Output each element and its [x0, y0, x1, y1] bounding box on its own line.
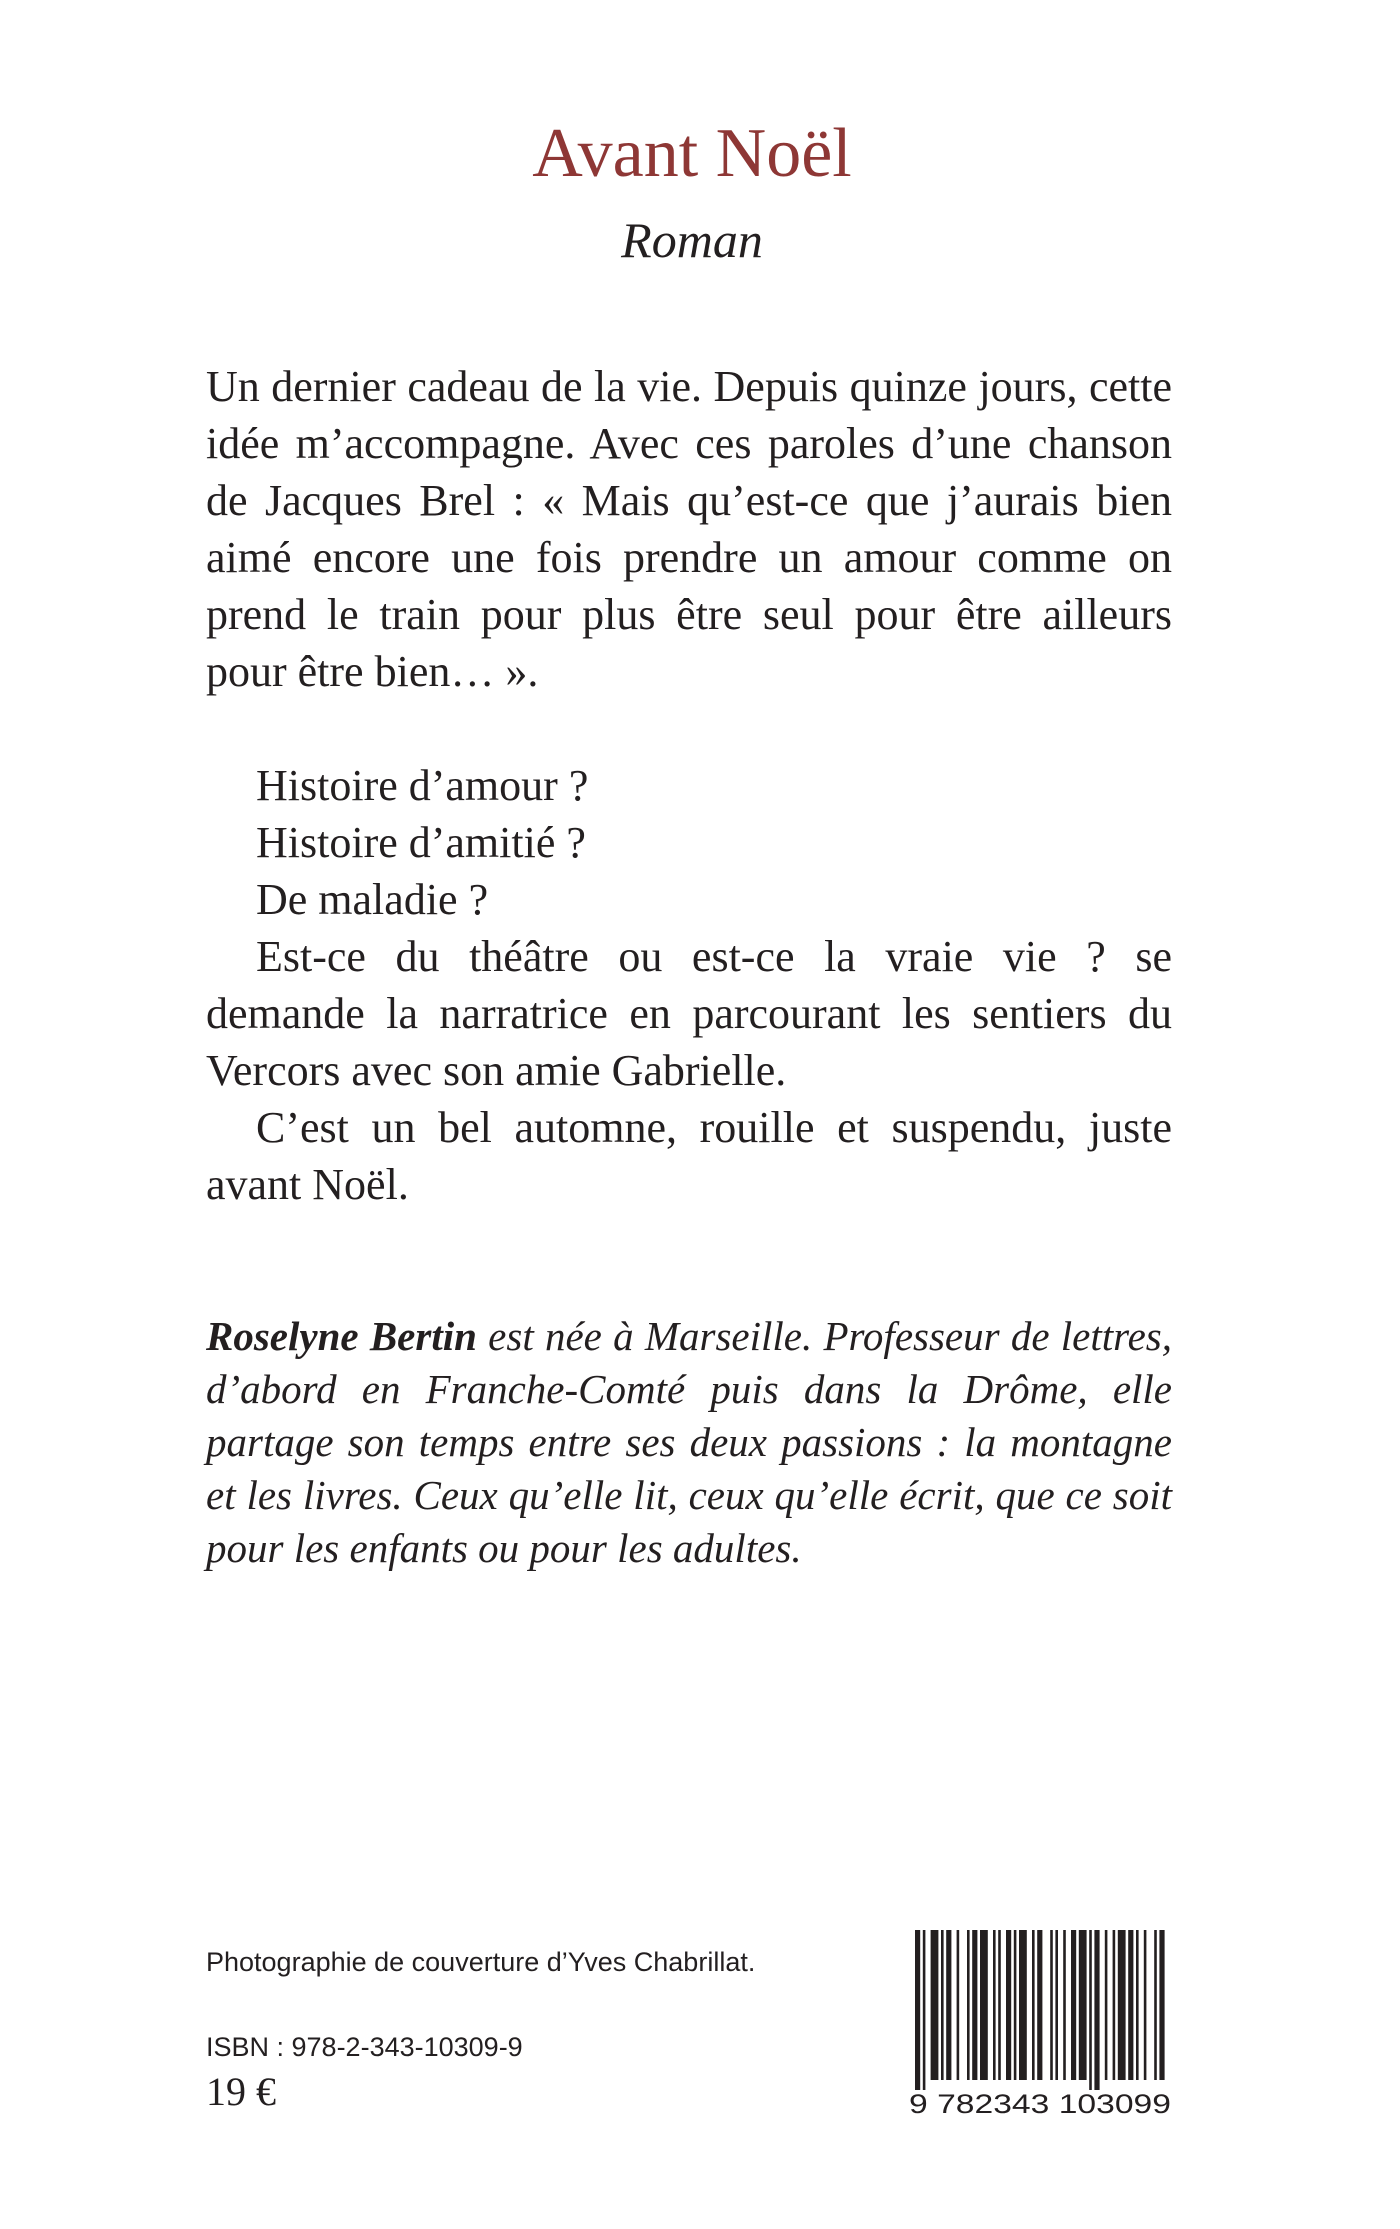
barcode-bar: [941, 1930, 944, 2080]
barcode-bar: [1037, 1930, 1042, 2080]
author-bio-text: est née à Marseille. Professeur de lettres, d’abord en Franche-Comté puis dans la Drôme, elle partage son temps entre ses deux passions : la montagne et les livres. Ceux qu’elle lit, ceux qu’elle écrit, que ce soit pour les enfants ou pour les adultes.: [206, 1313, 1172, 1571]
back-cover-blurb: [206, 358, 1172, 1213]
blurb-line-friendship: Histoire d’amitié ?: [256, 818, 586, 867]
barcode-bar: [923, 1930, 926, 2090]
barcode-bar: [967, 1930, 970, 2080]
author-name: Roselyne Bertin: [206, 1313, 477, 1359]
barcode-bar: [1063, 1930, 1066, 2080]
barcode-bar: [1136, 1930, 1139, 2080]
barcode-bar: [915, 1930, 920, 2090]
barcode-bar: [1144, 1930, 1147, 2080]
blurb-paragraph-2: Est-ce du théâtre ou est-ce la vraie vie ? se demande la narratrice en parcourant les sentiers du Vercors avec son amie Gabrielle.: [206, 932, 1172, 1095]
barcode-bar: [998, 1930, 1001, 2080]
barcode-bar: [1050, 1930, 1053, 2080]
barcode-bar: [931, 1930, 939, 2080]
blurb-paragraph-1: Un dernier cadeau de la vie. Depuis quinze jours, cette idée m’accompagne. Avec ces paroles d’une chanson de Jacques Brel : « Mais qu’est-ce que j’aurais bien aimé encore une fois prendre un amour comme on prend le train pour plus être seul pour être ailleurs pour être bien… ».: [206, 362, 1172, 696]
barcode-bar: [1079, 1930, 1087, 2080]
barcode-bars: [915, 1930, 1165, 2090]
blurb-line-illness: De maladie ?: [256, 875, 489, 924]
barcode-bar: [1154, 1930, 1157, 2080]
barcode-bar: [993, 1930, 996, 2080]
isbn: ISBN : 978-2-343-10309-9: [206, 2032, 523, 2062]
barcode-bar: [1014, 1930, 1017, 2080]
price: 19 €: [206, 2069, 276, 2114]
book-title: Avant Noël: [532, 115, 852, 192]
barcode-bar: [980, 1930, 988, 2080]
barcode-bar: [1128, 1930, 1133, 2080]
barcode-bar: [1118, 1930, 1126, 2080]
barcode-digits: 9 782343 103099: [909, 2089, 1171, 2119]
barcode-bar: [1159, 1930, 1164, 2080]
barcode-bar: [1032, 1930, 1035, 2080]
barcode-bar: [1006, 1930, 1011, 2080]
barcode-bar: [1105, 1930, 1108, 2080]
barcode-bar: [1089, 1930, 1092, 2090]
blurb-paragraph-3: C’est un bel automne, rouille et suspendu, juste avant Noël.: [206, 1103, 1172, 1209]
blurb-spacer: [206, 700, 1172, 757]
barcode: [905, 1930, 1175, 2120]
book-genre: Roman: [621, 212, 763, 268]
barcode-bar: [1113, 1930, 1116, 2080]
photo-credit: Photographie de couverture d’Yves Chabrillat.: [206, 1947, 756, 1977]
barcode-bar: [1071, 1930, 1076, 2080]
barcode-bar: [1094, 1930, 1099, 2090]
barcode-bar: [972, 1930, 977, 2080]
author-bio: [206, 1310, 1172, 1575]
barcode-bar: [957, 1930, 960, 2080]
barcode-bar: [946, 1930, 951, 2080]
blurb-line-love: Histoire d’amour ?: [256, 761, 589, 810]
barcode-bar: [1055, 1930, 1058, 2080]
barcode-bar: [1019, 1930, 1027, 2080]
